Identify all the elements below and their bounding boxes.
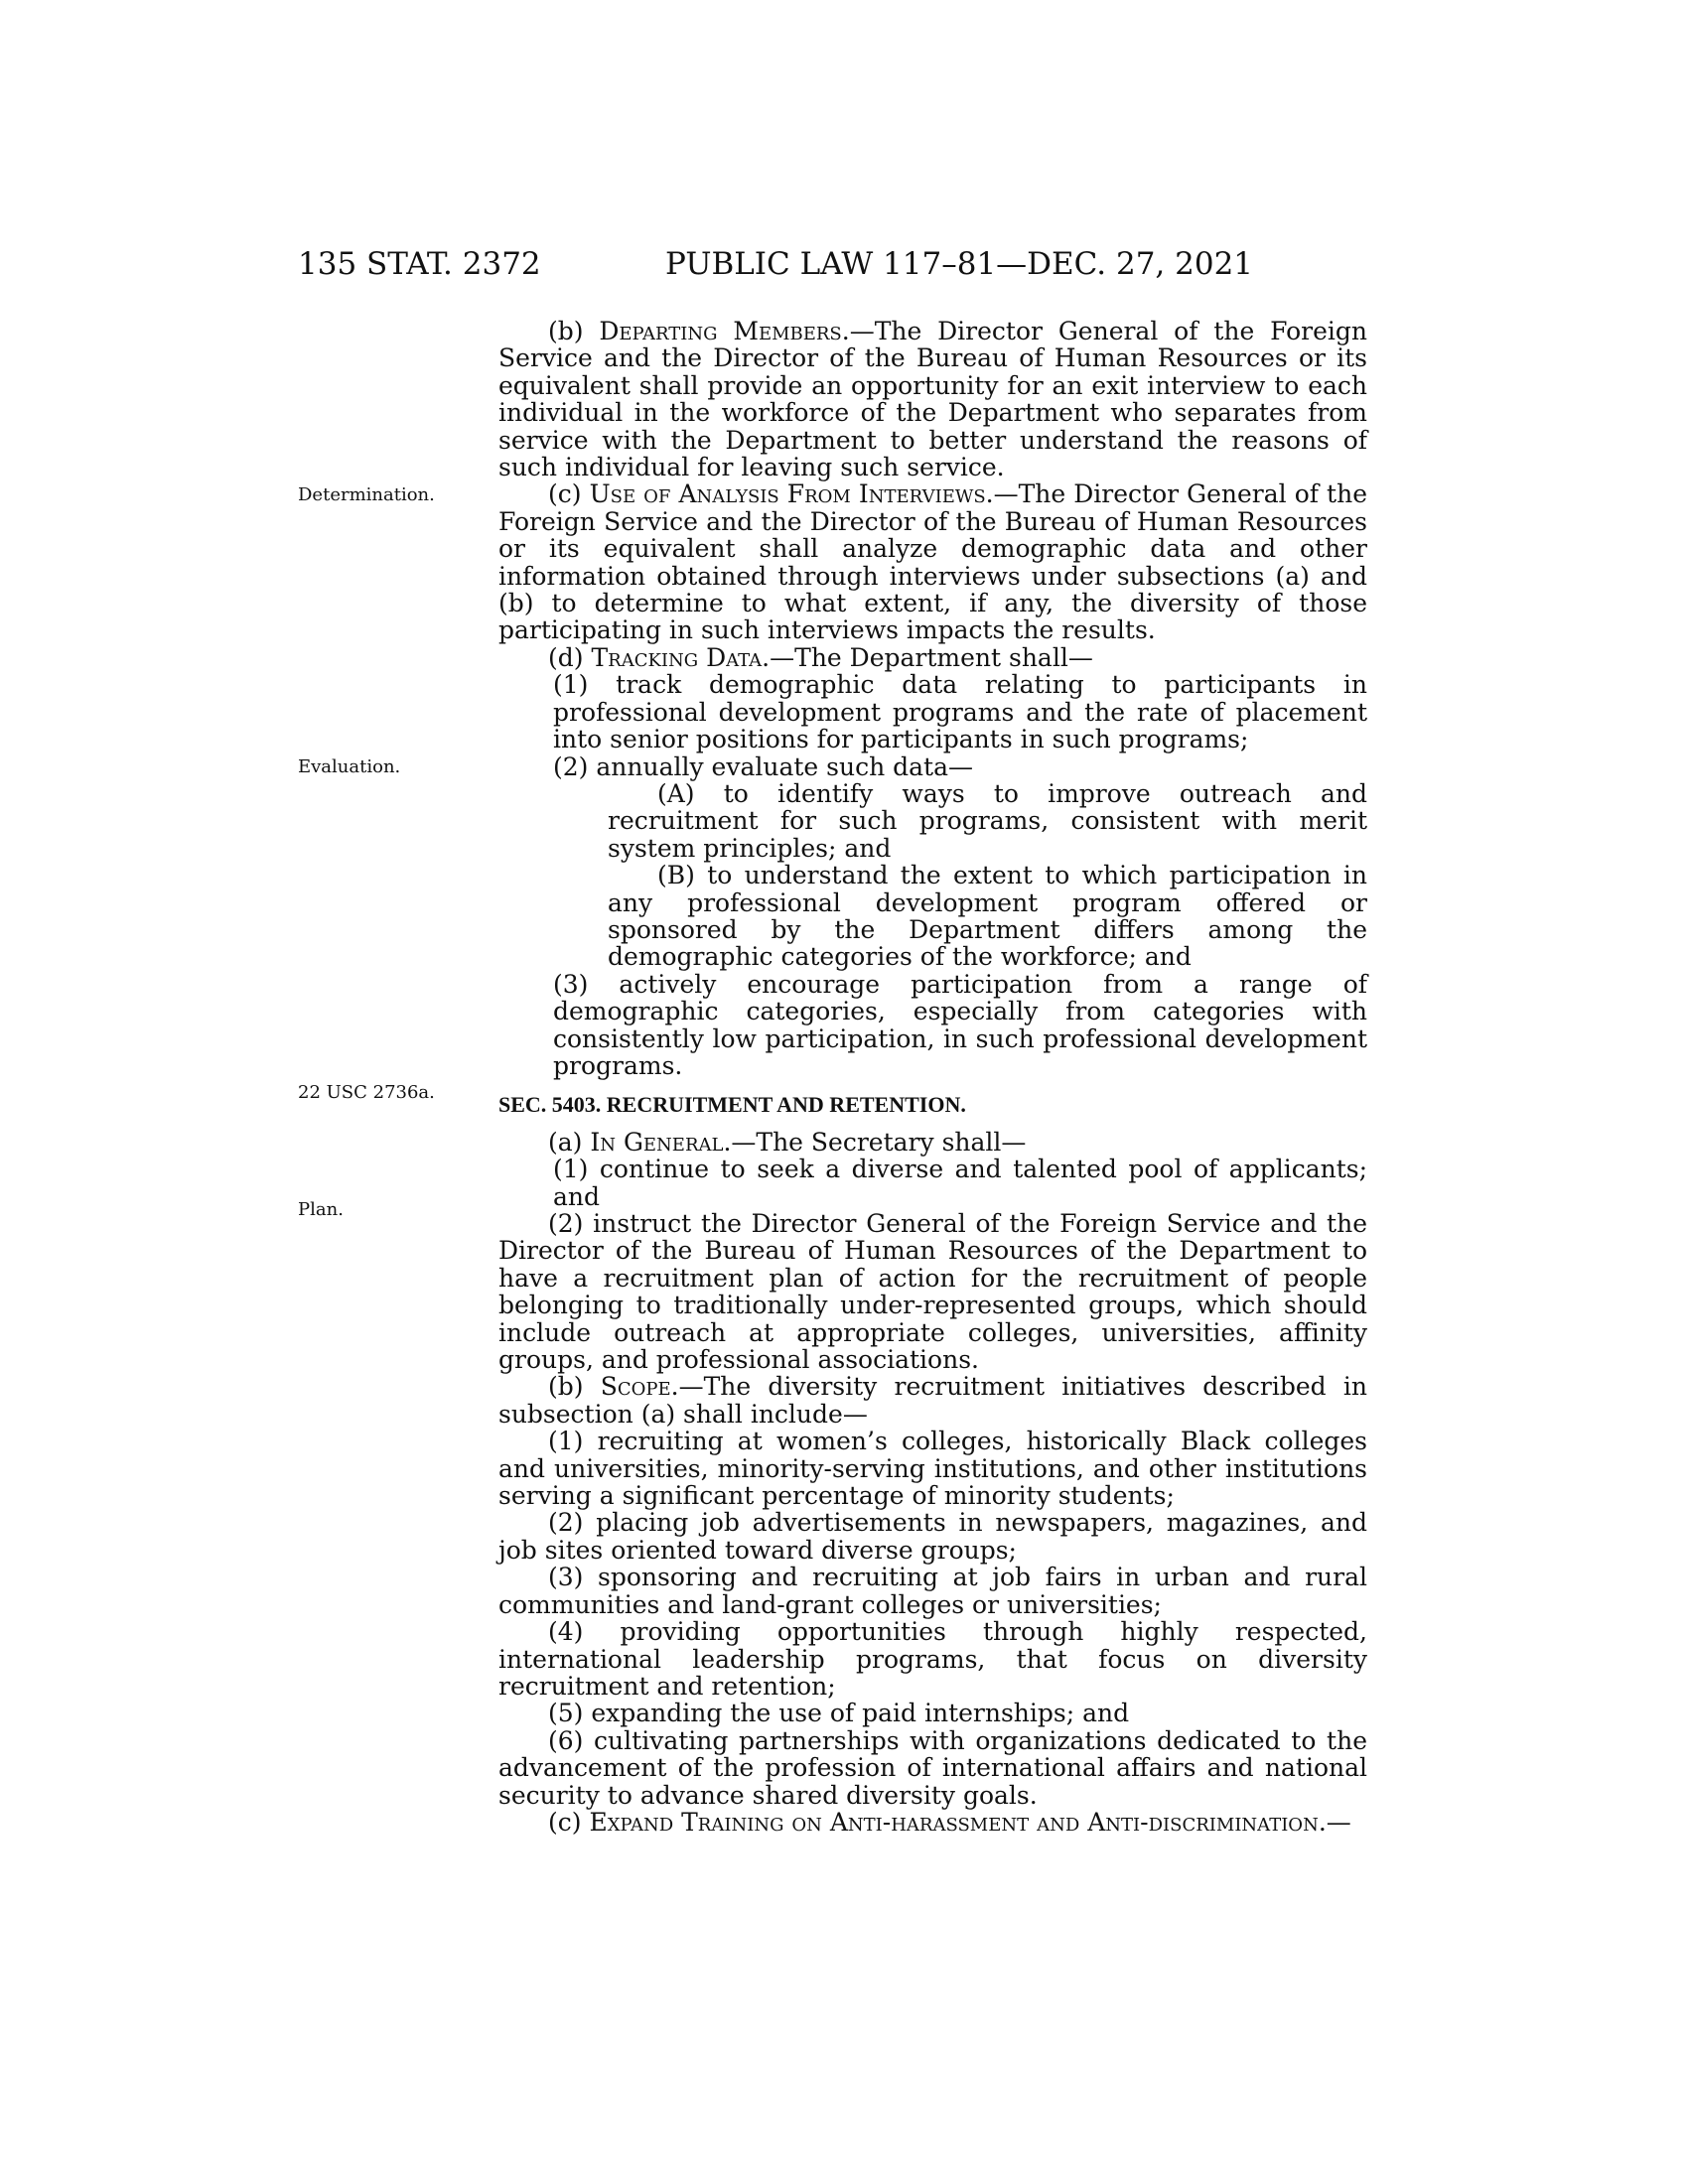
section-heading: SEC. 5403. RECRUITMENT AND RETENTION. [498,1092,966,1118]
statute-text [498,318,1367,1836]
law-title: PUBLIC LAW 117–81—DEC. 27, 2021 [665,246,1254,282]
paragraph-d3: (3) actively encourage participation from a range of demographic categories, especially from categories with consistently low participation, in such professional development programs. [553,969,1367,1080]
sec-subsection-b: (b) Scope.—The diversity recruitment initiatives described in subsection (a) shall include— [498,1372,1367,1429]
sec-paragraph-b5: (5) expanding the use of paid internships; and [548,1699,1130,1728]
sec-subsection-a: (a) In General.—The Secretary shall— [548,1127,1027,1157]
page-reference: 135 STAT. 2372 [298,246,541,282]
margin-note-evaluation: Evaluation. [298,756,401,777]
subsection-heading: Use of Analysis From Interviews. [589,479,994,509]
sec-paragraph-b6: (6) cultivating partnerships with organizations dedicated to the advancement of the profession of international affairs and national security to advance shared diversity goals. [498,1725,1367,1810]
subparagraph-d2B: (B) to understand the extent to which participation in any professional development program offered or sponsored by the Department differs among the demographic categories of the workforce; and [608,861,1367,972]
subsection-heading: Departing Members. [599,317,850,345]
subsection-heading: Tracking Data. [591,642,771,672]
subsection-c-use-of-analysis: (c) Use of Analysis From Interviews.—The Director General of the Foreign Service and the Director of the Bureau of Human Resources or its equivalent shall analyze demographic data and other information obtained through interviews under subsections (a) and (b) to determine to what extent, if any, the diversity of those participating in such interviews impacts the results. [498,479,1367,645]
sec-paragraph-b4: (4) providing opportunities through highly respected, international leadership programs, that focus on diversity recruitment and retention; [498,1617,1367,1701]
subparagraph-d2A: (A) to identify ways to improve outreach and recruitment for such programs, consistent with merit system principles; and [608,778,1367,863]
subsection-b-departing-members: (b) Departing Members.—The Director General of the Foreign Service and the Director of the Bureau of Human Resources or its equivalent shall provide an opportunity for an exit interview to each individual in the workforce of the Department who separates from service with the Department to better understand the reasons of such individual for leaving such service. [498,317,1368,482]
sec-paragraph-b2: (2) placing job advertisements in newspapers, magazines, and job sites oriented toward diverse groups; [498,1508,1367,1565]
sec-paragraph-b1: (1) recruiting at women’s colleges, historically Black colleges and universities, minority-serving institutions, and other institutions serving a significant percentage of minority students; [498,1427,1367,1511]
subsection-d-tracking-data: (d) Tracking Data.—The Department shall— [548,642,1093,672]
sec-paragraph-b3: (3) sponsoring and recruiting at job fairs in urban and rural communities and land-grant colleges or universities; [498,1563,1367,1619]
margin-note-usc: 22 USC 2736a. [298,1082,435,1103]
margin-note-determination: Determination. [298,484,435,505]
subsection-heading: Expand Training on Anti-harassment and Anti-discrimination. [589,1807,1327,1837]
sec-subsection-c: (c) Expand Training on Anti-harassment and Anti-discrimination.— [548,1807,1351,1837]
sec-paragraph-a2: (2) instruct the Director General of the Foreign Service and the Director of the Bureau of Human Resources of the Department to have a recruitment plan of action for the recruitment of people belonging to traditionally under-represented groups, which should include outreach at appropriate colleges, universities, affinity groups, and professional associations. [498,1209,1367,1375]
subsection-heading: In General. [590,1127,732,1157]
subsection-heading: Scope. [600,1372,679,1402]
paragraph-d2: (2) annually evaluate such data— [553,751,973,781]
page-header [298,246,1370,286]
sec-paragraph-a1: (1) continue to seek a diverse and talented pool of applicants; and [553,1155,1367,1211]
margin-note-plan: Plan. [298,1199,344,1220]
paragraph-d1: (1) track demographic data relating to participants in professional development programs and the rate of placement into senior positions for participants in such programs; [553,670,1367,754]
